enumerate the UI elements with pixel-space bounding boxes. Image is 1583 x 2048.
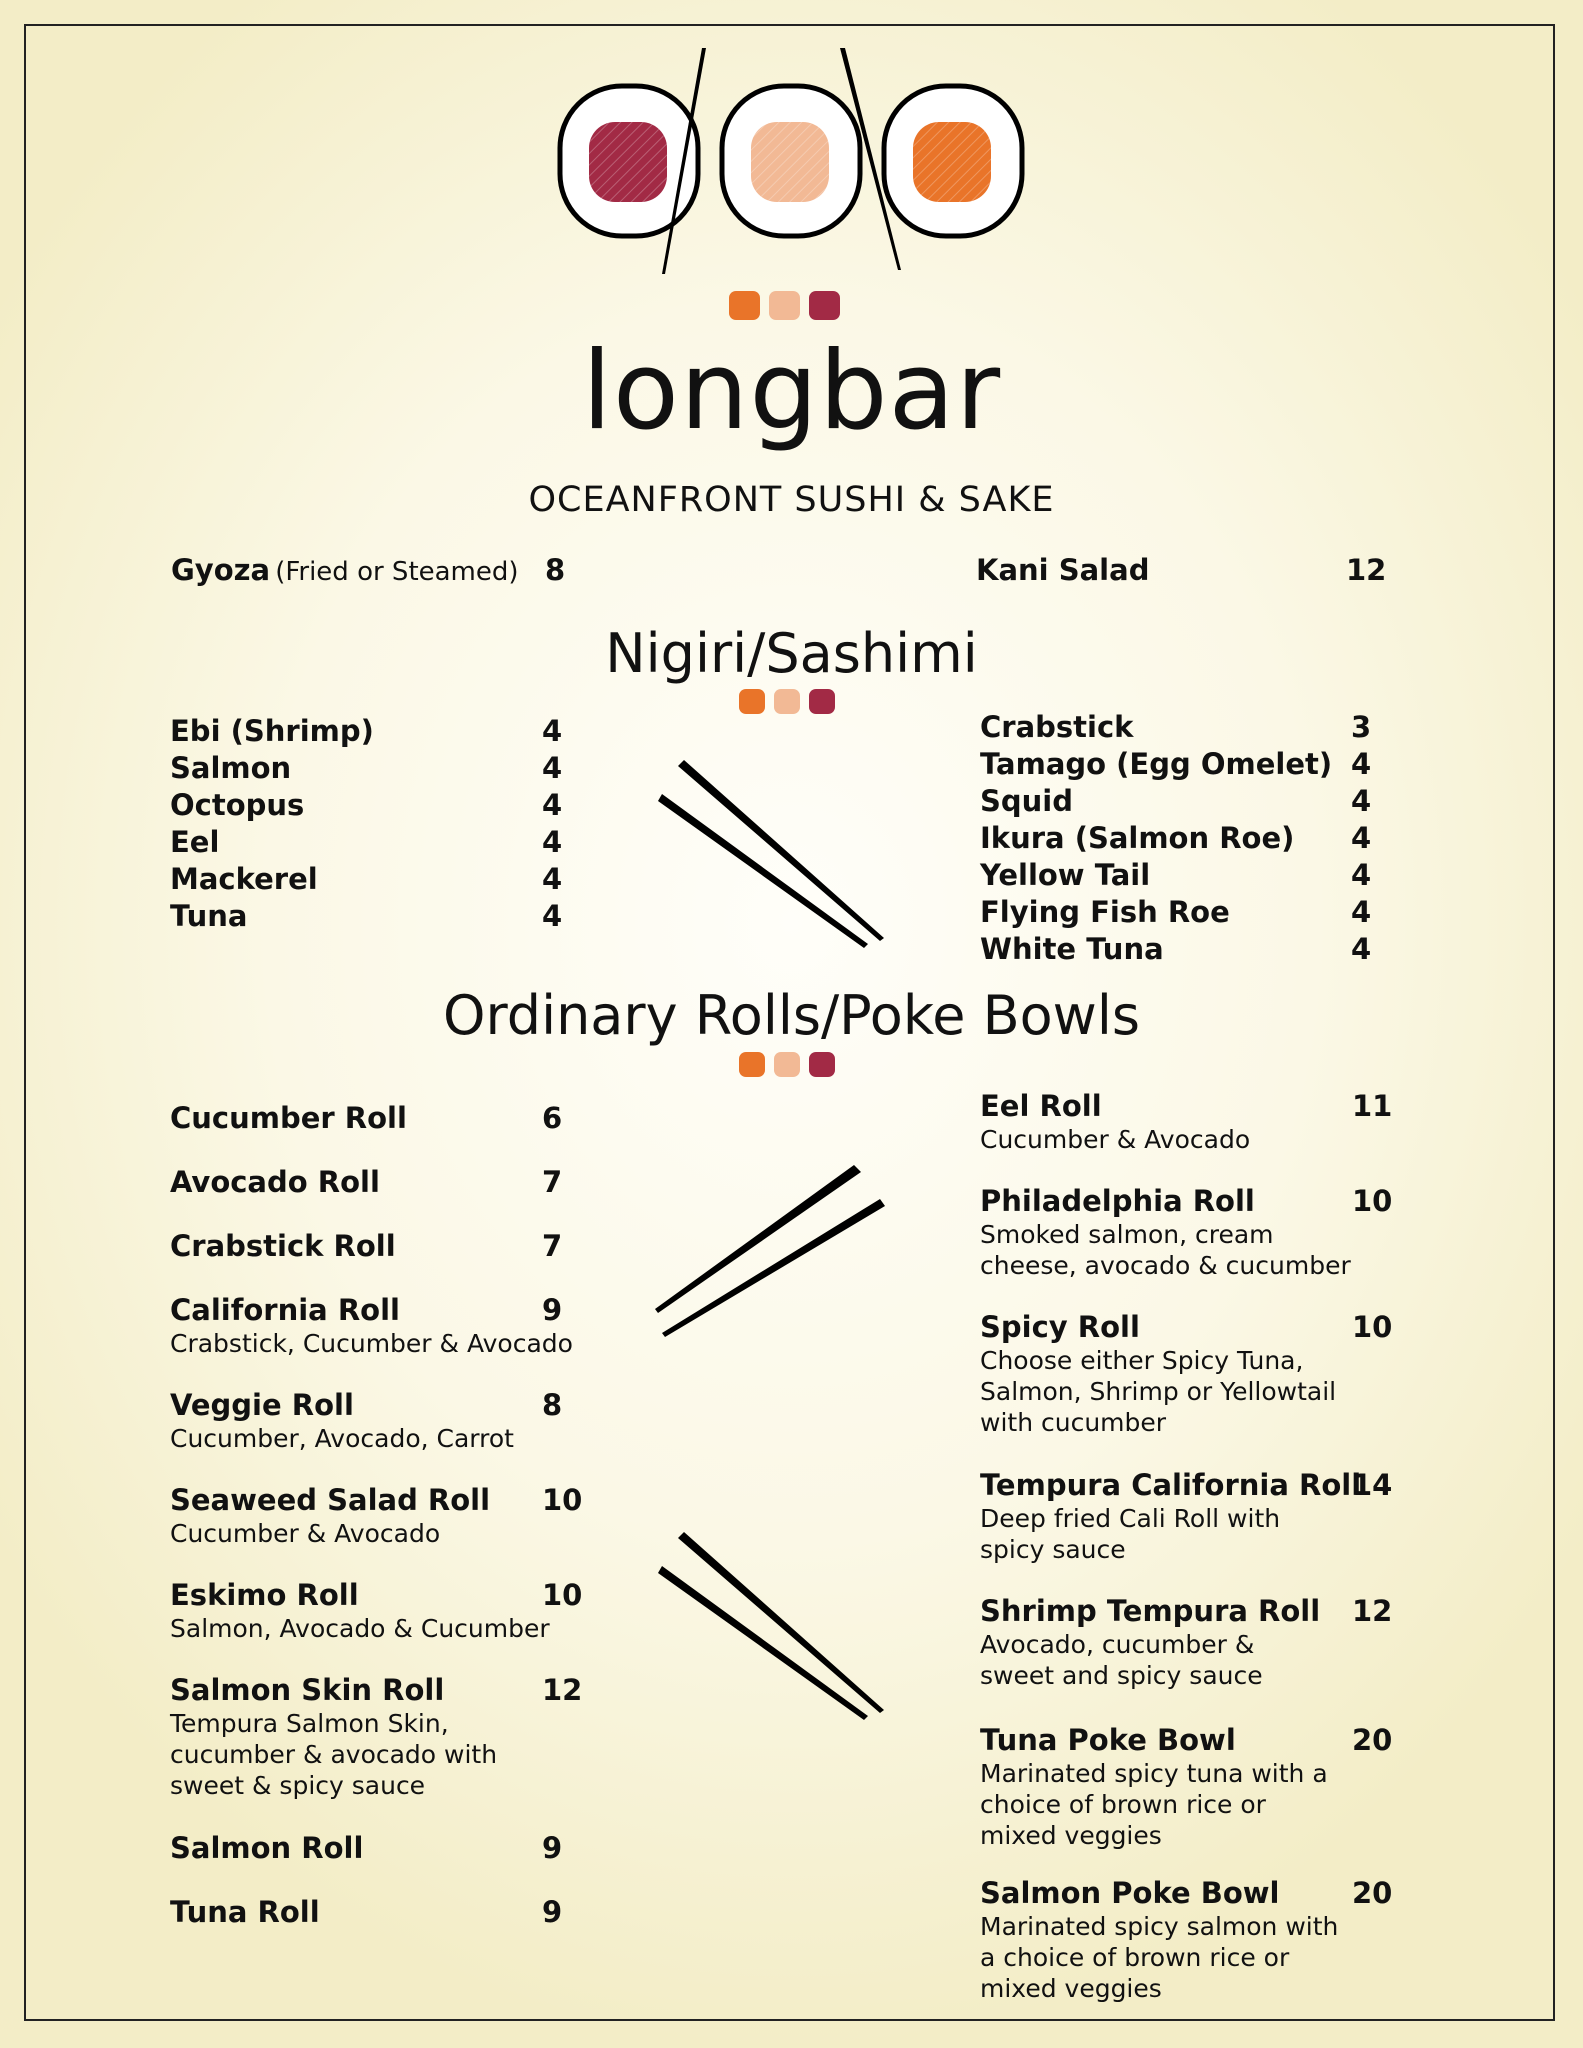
item-description: cucumber & avocado with	[170, 1740, 498, 1769]
item-name: Crabstick	[980, 710, 1134, 744]
item-price: 7	[542, 1165, 563, 1199]
item-price: 4	[1351, 858, 1372, 892]
item-name: Tuna Roll	[170, 1895, 320, 1929]
item-name: Salmon	[170, 751, 292, 785]
menu-item-ikura-salmon-roe	[980, 820, 1294, 856]
brand-tagline: OCEANFRONT SUSHI & SAKE	[528, 480, 1055, 520]
item-description: Choose either Spicy Tuna,	[980, 1346, 1304, 1375]
item-description: Cucumber & Avocado	[170, 1519, 441, 1548]
chopsticks-icon	[652, 1165, 892, 1365]
item-name: Cucumber Roll	[170, 1101, 407, 1135]
item-description: sweet and spicy sauce	[980, 1661, 1263, 1690]
item-description: Salmon, Shrimp or Yellowtail	[980, 1377, 1337, 1406]
item-price: 4	[542, 714, 563, 748]
roll-salmon-icon	[722, 86, 860, 236]
menu-item-california-roll	[170, 1292, 573, 1359]
menu-item-eel	[170, 824, 219, 860]
item-name: Eel Roll	[980, 1089, 1102, 1123]
item-name: Avocado Roll	[170, 1165, 380, 1199]
menu-item-tuna-poke-bowl	[980, 1722, 1328, 1851]
item-price: 10	[1352, 1184, 1393, 1218]
menu-item-octopus	[170, 787, 304, 823]
item-name: Squid	[980, 784, 1073, 818]
item-description: Salmon, Avocado & Cucumber	[170, 1614, 550, 1643]
item-price: 8	[545, 553, 566, 587]
menu-item-yellow-tail	[980, 857, 1150, 893]
item-price: 6	[542, 1101, 563, 1135]
roll-orange-icon	[884, 86, 1022, 236]
item-name: Tamago (Egg Omelet)	[980, 747, 1333, 781]
menu-item-tamago-egg-omelet	[980, 746, 1332, 782]
item-name: Eskimo Roll	[170, 1578, 359, 1612]
item-name: Flying Fish Roe	[980, 895, 1230, 929]
menu-item-tuna	[170, 898, 247, 934]
item-price: 10	[542, 1578, 583, 1612]
item-name: Salmon Roll	[170, 1831, 364, 1865]
item-name: Gyoza	[171, 553, 271, 587]
item-name: Salmon Skin Roll	[170, 1673, 445, 1707]
item-name: Tempura California Roll	[980, 1468, 1362, 1502]
menu-item-shrimp-tempura-roll	[980, 1593, 1320, 1691]
menu-item-crabstick-roll	[170, 1228, 396, 1264]
menu-item-avocado-roll	[170, 1164, 380, 1200]
item-price: 4	[1351, 932, 1372, 966]
item-price: 4	[542, 751, 563, 785]
item-name: Seaweed Salad Roll	[170, 1483, 491, 1517]
menu-item-salmon	[170, 750, 291, 786]
item-description: with cucumber	[980, 1408, 1167, 1437]
item-price: 20	[1352, 1876, 1393, 1910]
item-description: Deep fried Cali Roll with	[980, 1504, 1281, 1533]
item-name: Eel	[170, 825, 220, 859]
item-description: spicy sauce	[980, 1535, 1126, 1564]
menu-item-salmon-poke-bowl	[980, 1875, 1338, 2004]
item-name: Salmon Poke Bowl	[980, 1876, 1280, 1910]
item-name: Kani Salad	[976, 553, 1150, 587]
item-note: (Fried or Steamed)	[275, 557, 519, 587]
item-price: 12	[1352, 1594, 1393, 1628]
item-price: 7	[542, 1229, 563, 1263]
item-price: 9	[542, 1895, 563, 1929]
menu-item-salmon-skin-roll	[170, 1672, 497, 1801]
brand-name: longbar	[581, 329, 1002, 454]
item-name: Philadelphia Roll	[980, 1184, 1255, 1218]
item-description: Tempura Salmon Skin,	[170, 1709, 449, 1738]
menu-item-white-tuna	[980, 931, 1164, 967]
menu-item-salmon-roll	[170, 1830, 363, 1866]
sushi-logo-icon	[553, 42, 1033, 282]
menu-item-seaweed-salad-roll	[170, 1482, 490, 1549]
item-price: 4	[542, 825, 563, 859]
item-name: California Roll	[170, 1293, 400, 1327]
menu-item-tempura-california-roll	[980, 1467, 1361, 1565]
menu-item-crabstick	[980, 709, 1133, 745]
item-name: Ikura (Salmon Roe)	[980, 821, 1295, 855]
item-name: Yellow Tail	[980, 858, 1151, 892]
item-name: Mackerel	[170, 862, 318, 896]
section-dots-icon	[739, 1052, 835, 1077]
brand-dots-icon	[729, 291, 840, 320]
item-description: Cucumber & Avocado	[980, 1125, 1251, 1154]
item-price: 4	[542, 862, 563, 896]
section-dots-icon	[739, 689, 835, 714]
item-name: Tuna	[170, 899, 248, 933]
item-description: mixed veggies	[980, 1974, 1162, 2003]
roll-tuna-icon	[560, 86, 698, 236]
menu-item-cucumber-roll	[170, 1100, 407, 1136]
item-description: Cucumber, Avocado, Carrot	[170, 1424, 514, 1453]
menu-item-squid	[980, 783, 1073, 819]
item-price: 10	[542, 1483, 583, 1517]
menu-item-kani-salad	[976, 552, 1149, 588]
item-description: Smoked salmon, cream	[980, 1220, 1274, 1249]
menu-item-gyoza	[171, 552, 519, 588]
item-price: 4	[542, 899, 563, 933]
item-price: 4	[1351, 747, 1372, 781]
item-price: 8	[542, 1388, 563, 1422]
item-price: 4	[1351, 821, 1372, 855]
item-name: Crabstick Roll	[170, 1229, 396, 1263]
menu-item-mackerel	[170, 861, 318, 897]
item-price: 12	[1346, 553, 1387, 587]
item-price: 4	[542, 788, 563, 822]
chopsticks-icon	[652, 760, 902, 960]
item-description: Marinated spicy salmon with	[980, 1912, 1339, 1941]
menu-item-tuna-roll	[170, 1894, 320, 1930]
item-price: 11	[1352, 1089, 1393, 1123]
section-title-rolls: Ordinary Rolls/Poke Bowls	[443, 984, 1140, 1047]
item-description: cheese, avocado & cucumber	[980, 1251, 1351, 1280]
item-price: 9	[542, 1293, 563, 1327]
item-price: 3	[1351, 710, 1372, 744]
menu-item-veggie-roll	[170, 1387, 514, 1454]
item-name: Octopus	[170, 788, 305, 822]
item-description: choice of brown rice or	[980, 1790, 1266, 1819]
item-price: 10	[1352, 1310, 1393, 1344]
item-price: 20	[1352, 1723, 1393, 1757]
item-name: Tuna Poke Bowl	[980, 1723, 1236, 1757]
item-price: 9	[542, 1831, 563, 1865]
item-description: Marinated spicy tuna with a	[980, 1759, 1328, 1788]
item-price: 12	[542, 1673, 583, 1707]
item-description: mixed veggies	[980, 1821, 1162, 1850]
item-name: Veggie Roll	[170, 1388, 354, 1422]
item-name: Spicy Roll	[980, 1310, 1140, 1344]
menu-item-eel-roll	[980, 1088, 1250, 1155]
menu-item-eskimo-roll	[170, 1577, 550, 1644]
menu-item-ebi-shrimp	[170, 713, 374, 749]
item-price: 14	[1352, 1468, 1393, 1502]
item-description: a choice of brown rice or	[980, 1943, 1290, 1972]
item-name: Shrimp Tempura Roll	[980, 1594, 1321, 1628]
section-title-nigiri: Nigiri/Sashimi	[605, 622, 978, 685]
item-description: sweet & spicy sauce	[170, 1771, 426, 1800]
chopsticks-icon	[652, 1532, 902, 1732]
item-name: Ebi (Shrimp)	[170, 714, 374, 748]
menu-item-spicy-roll	[980, 1309, 1336, 1438]
item-description: Avocado, cucumber &	[980, 1630, 1255, 1659]
item-price: 4	[1351, 895, 1372, 929]
item-name: White Tuna	[980, 932, 1164, 966]
menu-item-philadelphia-roll	[980, 1183, 1351, 1281]
menu-item-flying-fish-roe	[980, 894, 1230, 930]
item-description: Crabstick, Cucumber & Avocado	[170, 1329, 573, 1358]
item-price: 4	[1351, 784, 1372, 818]
